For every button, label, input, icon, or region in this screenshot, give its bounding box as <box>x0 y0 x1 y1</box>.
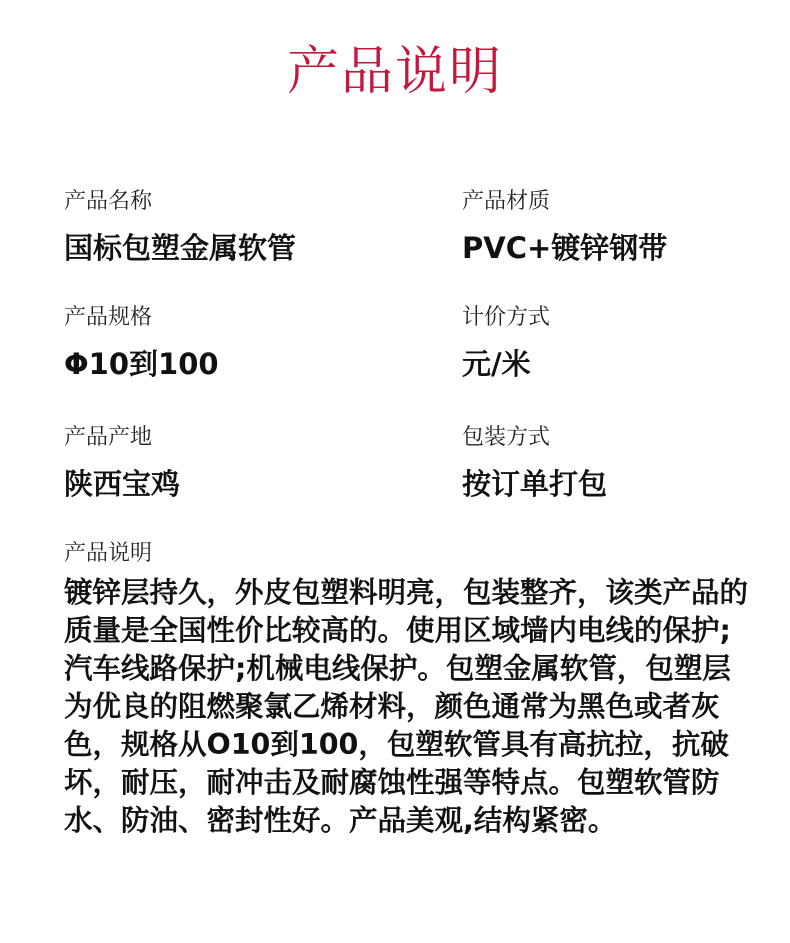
product-material-label: 产品材质 <box>462 189 551 214</box>
product-description-section <box>64 540 754 840</box>
product-name-field <box>64 188 394 266</box>
product-material-value: PVC+镀锌钢带 <box>462 231 668 265</box>
product-name-value: 国标包塑金属软管 <box>64 231 297 265</box>
packing-method-label: 包装方式 <box>462 425 551 450</box>
packing-method-value: 按订单打包 <box>462 467 608 501</box>
product-origin-value: 陕西宝鸡 <box>64 467 181 501</box>
pricing-method-field <box>462 304 790 382</box>
page-title: 产品说明 <box>286 42 503 102</box>
product-name-label: 产品名称 <box>64 189 153 214</box>
product-description-text: 镀锌层持久，外皮包塑料明亮，包装整齐，该类产品的质量是全国性价比较高的。使用区域墙内电线的保护;汽车线路保护;机械电线保护。包塑金属软管，包塑层为优良的阻燃聚氯乙烯材料，颜色通常为黑色或者灰色，规格从O10到100，包塑软管具有高抗拉，抗破坏，耐压，耐冲击及耐腐蚀性强等特点。包塑软管防水、防油、密封性好。产品美观,结构紧密。 <box>64 576 749 837</box>
product-spec-label: 产品规格 <box>64 305 153 330</box>
pricing-method-label: 计价方式 <box>462 305 551 330</box>
product-origin-field <box>64 424 394 502</box>
packing-method-field <box>462 424 790 502</box>
product-spec-value: Φ10到100 <box>64 347 219 381</box>
pricing-method-value: 元/米 <box>462 347 531 381</box>
product-description-label: 产品说明 <box>64 541 153 566</box>
product-origin-label: 产品产地 <box>64 425 153 450</box>
product-spec-field <box>64 304 394 382</box>
product-material-field <box>462 188 790 266</box>
